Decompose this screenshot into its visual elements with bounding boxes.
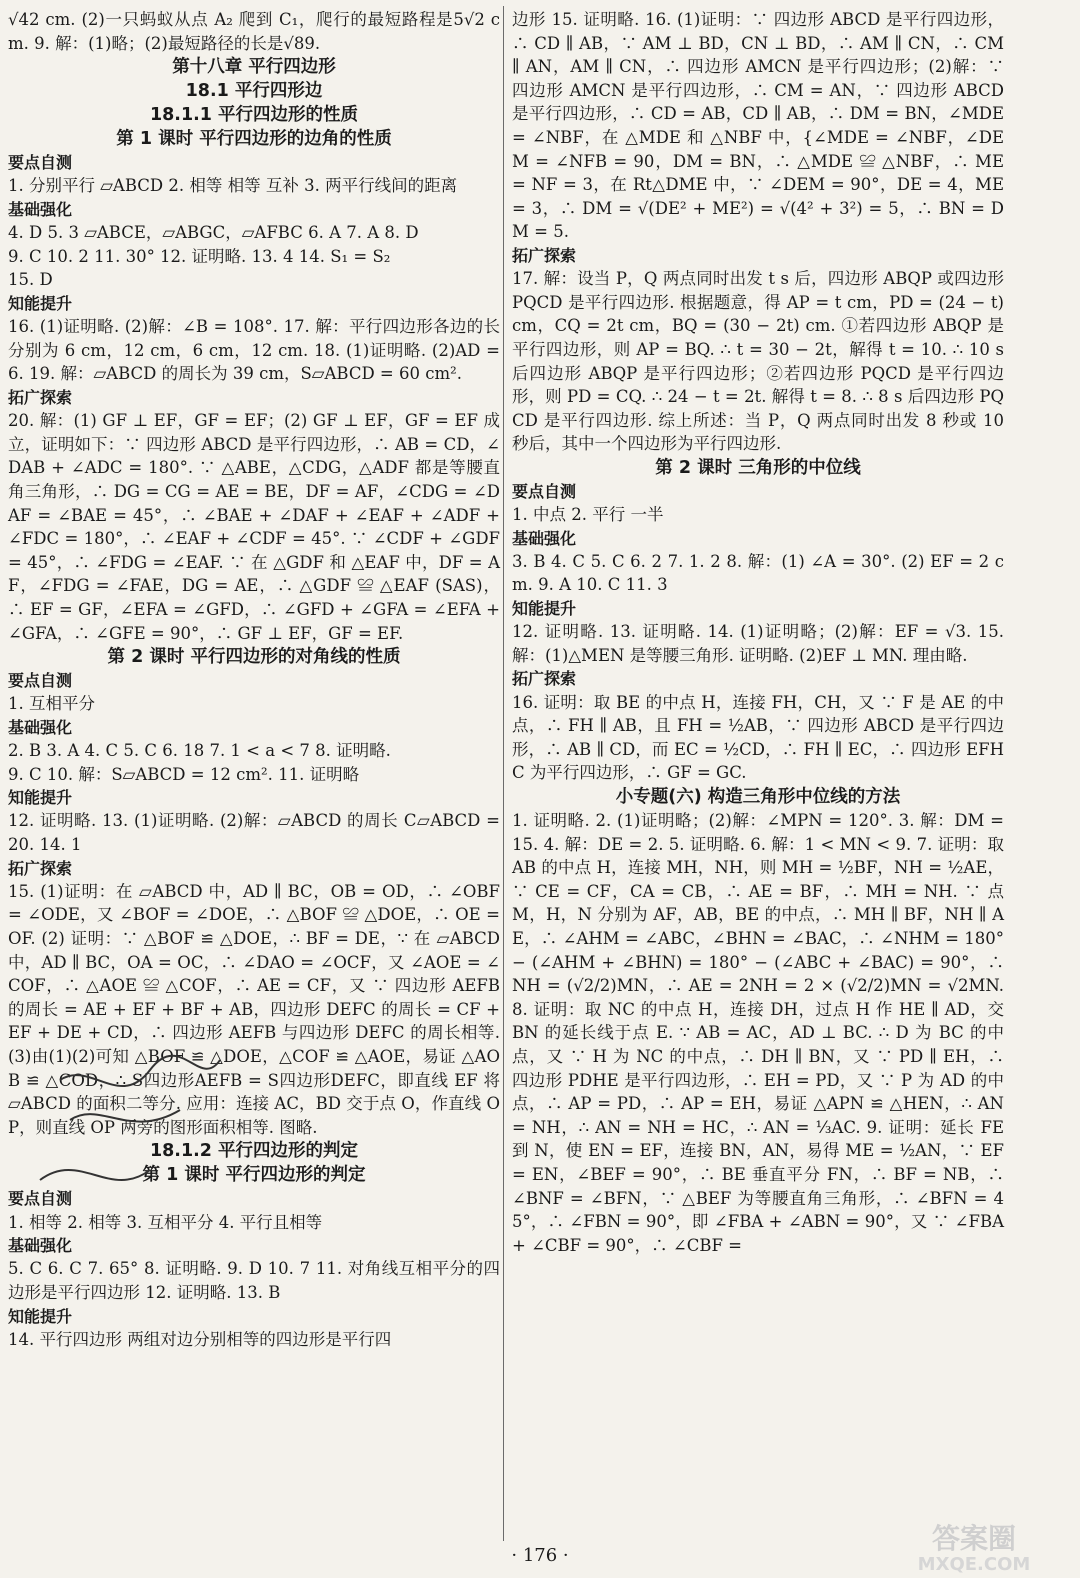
subsection-label: 知能提升 xyxy=(512,599,577,619)
section-title: 第十八章 平行四边形 xyxy=(172,57,336,78)
answer-paragraph: 16. 证明：取 BE 的中点 H，连接 FH，CH，又 ∵ F 是 AE 的中点，∴ FH ∥ AB，且 FH = ½AB，∵ 四边形 ABCD 是平行四边形，∴ AB ∥ CD，而 EC = ½CD，∴ FH ∥ EC，∴ 四边形 EFHC 为平行四边形，∴ GF = GC. xyxy=(512,692,1004,783)
answer-paragraph: 3. B 4. C 5. C 6. 2 7. 1. 2 8. 解：(1) ∠A = 30°. (2) EF = 2 cm. 9. A 10. C 11. 3 xyxy=(512,551,1004,595)
subsection-label: 拓广探索 xyxy=(8,387,73,407)
answer-paragraph: 9. C 10. 解：S▱ABCD = 12 cm². 11. 证明略 xyxy=(8,764,360,784)
svg-text:MXQE.COM: MXQE.COM xyxy=(917,1554,1031,1574)
subsection-label: 知能提升 xyxy=(8,1306,73,1326)
answer-paragraph: 5. C 6. C 7. 65° 8. 证明略. 9. D 10. 7 11. 对角线互相平分的四边形是平行四边形 12. 证明略. 13. B xyxy=(8,1259,500,1302)
site-watermark-logo xyxy=(880,1518,1068,1574)
answer-paragraph: √42 cm. (2)一只蚂蚁从点 A₂ 爬到 C₁，爬行的最短路程是5√2 cm. 9. 解：(1)略；(2)最短路径的长是√89. xyxy=(8,10,500,53)
subsection-label: 基础强化 xyxy=(512,528,577,548)
subsection-label: 要点自测 xyxy=(8,671,73,691)
answer-paragraph: 14. 平行四边形 两组对边分别相等的四边形是平行四 xyxy=(8,1329,392,1349)
answer-paragraph: 1. 相等 2. 相等 3. 互相平分 4. 平行且相等 xyxy=(8,1212,323,1232)
section-title: 小专题(六) 构造三角形中位线的方法 xyxy=(615,787,901,808)
section-title: 第 1 课时 平行四边形的判定 xyxy=(142,1165,366,1186)
answer-paragraph: 15. D xyxy=(8,270,53,290)
subsection-label: 基础强化 xyxy=(8,717,73,737)
answer-paragraph: 17. 解：设当 P，Q 两点同时出发 t s 后，四边形 ABQP 或四边形 PQCD 是平行四边形. 根据题意，得 AP = t cm，PD = (24 − t) cm，CQ = 2t cm，BQ = (30 − 2t) cm. ①若四边形 ABQP 是平行四边形，则 AP = BQ. ∴ t = 30 − 2t，解得 t = 10. ∴ 10 s 后四边形 ABQP 是平行四边形；②若四边形 PQCD 是平行四边形，则 PD = CQ. ∴ 24 − t = 2t. 解得 t = 8. ∴ 8 s 后四边形 PQCD 是平行四边形. 综上所述：当 P，Q 两点同时出发 8 秒或 10 秒后，其中一个四边形为平行四边形. xyxy=(512,269,1004,454)
subsection-label: 基础强化 xyxy=(8,1236,73,1256)
answer-paragraph: 2. B 3. A 4. C 5. C 6. 18 7. 1 < a < 7 8. 证明略. xyxy=(8,741,391,761)
answer-paragraph: 15. (1)证明：在 ▱ABCD 中，AD ∥ BC，OB = OD，∴ ∠OBF = ∠ODE，又 ∠BOF = ∠DOE，∴ △BOF ≌ △DOE，∴ OE = OF. (2) 证明：∵ △BOF ≌ △DOE，∴ BF = DE，∵ 在 ▱ABCD 中，AD ∥ BC，OA = OC，∴ ∠DAO = ∠OCF，又 ∠AOE = ∠COF，∴ △AOE ≌ △COF，∴ AE = CF，又 ∵ 四边形 AEFB 的周长 = AE + EF + BF + AB，四边形 DEFC 的周长 = CF + EF + DE + CD，∴ 四边形 AEFB 与四边形 DEFC 的周长相等. (3)由(1)(2)可知 △BOF ≌ △DOE，△COF ≌ △AOE，易证 △AOB ≌ △COD，∴ S四边形AEFB = S四边形DEFC，即直线 EF 将 ▱ABCD 的面积二等分. 应用：连接 AC，BD 交于点 O，作直线 OP，则直线 OP 两旁的图形面积相等. 图略. xyxy=(8,881,500,1137)
answer-paragraph: 4. D 5. 3 ▱ABCE，▱ABGC，▱AFBC 6. A 7. A 8. D xyxy=(8,223,419,243)
answer-paragraph: 12. 证明略. 13. 证明略. 14. (1)证明略；(2)解：EF = √3. 15. 解：(1)△MEN 是等腰三角形. 证明略. (2)EF ⊥ MN. 理由略. xyxy=(512,622,1004,665)
answer-paragraph: 1. 中点 2. 平行 一半 xyxy=(512,505,664,525)
answer-paragraph: 20. 解：(1) GF ⊥ EF，GF = EF；(2) GF ⊥ EF，GF = EF 成立，证明如下：∵ 四边形 ABCD 是平行四边形，∴ AB = CD，∠DAB + ∠ADC = 180°. ∵ △ABE，△CDG，△ADF 都是等腰直角三角形，∴ DG = CG = AE = BE，DF = AF，∠CDG = ∠DAF = ∠BAE = 45°，∴ ∠BAE + ∠DAF + ∠EAF + ∠ADF + ∠FDC = 180°，∴ ∠EAF + ∠CDF = 45°. ∵ ∠CDF + ∠GDF = 45°，∴ ∠FDG = ∠EAF. ∵ 在 △GDF 和 △EAF 中，DF = AF，∠FDG = ∠FAE，DG = AE，∴ △GDF ≌ △EAF (SAS)，∴ EF = GF，∠EFA = ∠GFD，∴ ∠GFD + ∠GFA = ∠EFA + ∠GFA，∴ ∠GFE = 90°，∴ GF ⊥ EF，GF = EF. xyxy=(8,411,500,643)
subsection-label: 要点自测 xyxy=(512,481,577,501)
section-title: 第 1 课时 平行四边形的边角的性质 xyxy=(116,129,392,150)
page-number: · 176 · xyxy=(511,1545,569,1566)
subsection-label: 基础强化 xyxy=(8,199,73,219)
section-title: 18.1.2 平行四边形的判定 xyxy=(149,1141,359,1162)
subsection-label: 拓广探索 xyxy=(512,245,577,265)
column-divider xyxy=(503,6,504,1541)
answer-paragraph: 边形 15. 证明略. 16. (1)证明：∵ 四边形 ABCD 是平行四边形，∴ CD ∥ AB，∵ AM ⊥ BD，CN ⊥ BD，∴ AM ∥ CN，∴ CM ∥ AN，AM ∥ CN，∴ 四边形 AMCN 是平行四边形；(2)解：∵ 四边形 AMCN 是平行四边形，∴ CM = AN，∵ 四边形 ABCD 是平行四边形，∴ CD = AB，CD ∥ AB，∴ DM = BN，∠MDE = ∠NBF，在 △MDE 和 △NBF 中，{∠MDE = ∠NBF，∠DEM = ∠NFB = 90，DM = BN，∴ △MDE ≌ △NBF，∴ ME = NF = 3，在 Rt△DME 中，∵ ∠DEM = 90°，DE = 4，ME = 3，∴ DM = √(DE² + ME²) = √(4² + 3²) = 5，∴ BN = DM = 5. xyxy=(512,10,1004,242)
subsection-label: 要点自测 xyxy=(8,153,73,173)
answer-paragraph: 12. 证明略. 13. (1)证明略. (2)解：▱ABCD 的周长 C▱ABCD = 20. 14. 1 xyxy=(8,811,500,855)
right-column xyxy=(512,8,1004,1257)
answer-paragraph: 1. 证明略. 2. (1)证明略；(2)解：∠MPN = 120°. 3. 解：DM = 15. 4. 解：DE = 2. 5. 证明略. 6. 解：1 < MN < 9. 7. 证明：取 AB 的中点 H，连接 MH，NH，则 MH = ½BF，NH = ½AE，∵ CE = CF，CA = CB，∴ AE = BF，∴ MH = NH. ∵ 点 M，H，N 分别为 AF，AB，BE 的中点，∴ MH ∥ BF，NH ∥ AE，∴ ∠AHM = ∠ABC，∠BHN = ∠BAC，∴ ∠NHM = 180° − (∠AHM + ∠BHN) = 180° − (∠ABC + ∠BAC) = 90°，∴ NH = (√2/2)MN，∴ AE = 2NH = 2 × (√2/2)MN = √2MN. 8. 证明：取 NC 的中点 H，连接 DH，过点 H 作 HE ∥ AD，交 BN 的延长线于点 E. ∵ AB = AC，AD ⊥ BC. ∴ D 为 BC 的中点，又 ∵ H 为 NC 的中点，∴ DH ∥ BN，又 ∵ PD ∥ EH，∴ 四边形 PDHE 是平行四边形，∴ EH = PD，又 ∵ P 为 AD 的中点，∴ AP = PD，∴ AP = EH，易证 △APN ≌ △HEN，∴ AN = NH，∴ AN = NH = HC，∴ AN = ⅓AC. 9. 证明：延长 FE 到 N，使 EN = EF，连接 BN，AN，易得 ME = ½AN，∵ EF = EN，∠BEF = 90°，∴ BE 垂直平分 FN，∴ BF = NB，∴ ∠BNF = ∠BFN，∵ △BEF 为等腰直角三角形，∴ ∠BFN = 45°，∴ ∠FBN = 90°，即 ∠FBA + ∠ABN = 90°，又 ∵ ∠FBA + ∠CBF = 90°，∴ ∠CBF = xyxy=(512,811,1004,1255)
answer-paragraph: 1. 互相平分 xyxy=(8,694,95,714)
subsection-label: 拓广探索 xyxy=(512,669,577,689)
section-title: 第 2 课时 三角形的中位线 xyxy=(655,457,861,478)
subsection-label: 要点自测 xyxy=(8,1189,73,1209)
answer-paragraph: 16. (1)证明略. (2)解：∠B = 108°. 17. 解：平行四边形各边的长分别为 6 cm，12 cm，6 cm，12 cm. 18. (1)证明略. (2)AD = 6. 19. 解：▱ABCD 的周长为 39 cm，S▱ABCD = 60 cm². xyxy=(8,317,500,384)
subsection-label: 知能提升 xyxy=(8,788,73,808)
section-title: 18.1.1 平行四边形的性质 xyxy=(149,105,359,126)
subsection-label: 知能提升 xyxy=(8,293,73,313)
svg-text:答案圈: 答案圈 xyxy=(931,1522,1017,1555)
answer-paragraph: 1. 分别平行 ▱ABCD 2. 相等 相等 互补 3. 两平行线间的距离 xyxy=(8,176,458,196)
section-title: 18.1 平行四形边 xyxy=(185,81,323,102)
subsection-label: 拓广探索 xyxy=(8,858,73,878)
answer-paragraph: 9. C 10. 2 11. 30° 12. 证明略. 13. 4 14. S₁ = S₂ xyxy=(8,246,391,266)
section-title: 第 2 课时 平行四边形的对角线的性质 xyxy=(107,647,401,668)
pen-scribble xyxy=(30,1050,240,1210)
